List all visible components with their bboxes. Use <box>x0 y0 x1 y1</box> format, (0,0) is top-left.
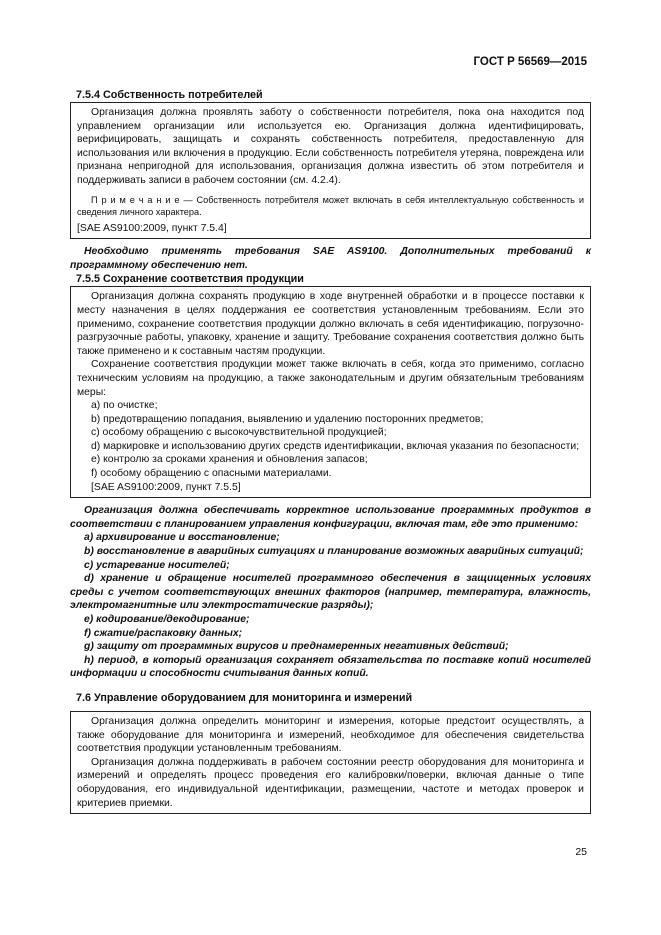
software-item: d) хранение и обращение носителей программного обеспечения в защищенных условиях среды с учетом соответствующих внешних факторов (например, температура, влажность, электромагнитные или электростатические разряды); <box>70 573 591 612</box>
note: П р и м е ч а н и е — Собственность потребителя может включать в себя интеллектуальную собственность и сведения личного характера. <box>77 194 584 217</box>
document-id: ГОСТ Р 56569—2015 <box>473 56 587 68</box>
reference: [SAE AS9100:2009, пункт 7.5.4] <box>77 222 227 234</box>
software-item: h) период, в который организация сохраняет обязательства по поставке копий носителей информации и способности считывания данных копий. <box>70 654 591 680</box>
list-item: b) предотвращению попадания, выявлению и удалению посторонних предметов; <box>91 413 484 425</box>
software-item: g) защиту от программных вирусов и преднамеренных негативных действий; <box>84 641 509 653</box>
requirement-box-7-5-5 <box>70 286 591 498</box>
software-requirements-lead: Организация должна обеспечивать корректное использование программных продуктов в соответствии с планированием управления конфигурации, включая там, где это применимо: <box>70 505 591 530</box>
software-item: b) восстановление в аварийных ситуациях и планирование возможных аварийных ситуаций; <box>84 546 584 558</box>
paragraph: Организация должна проявлять заботу о собственности потребителя, пока она находится под управлением организации или используется ею. Организация должна идентифицировать, верифицировать, защищать и сохранять собственность потребителя, предоставленную для использования или включения в продукцию. Если собственность потребителя утеряна, повреждена или признана непригодной для использования, организация должна известить об этом потребителя и поддерживать записи в рабочем состоянии (см. 4.2.4). <box>77 107 584 186</box>
paragraph: Организация должна определить мониторинг и измерения, которые предстоит осуществлять, а также оборудование для мониторинга и измерений, необходимое для обеспечения свидетельства соответствия продукции установленным требованиям. <box>77 715 584 755</box>
list-item: d) маркировке и использованию других средств идентификации, включая указания по безопасности; <box>91 440 580 452</box>
list-item: c) особому обращению с высокочувствительной продукцией; <box>91 427 387 439</box>
reference: [SAE AS9100:2009, пункт 7.5.5] <box>91 481 241 493</box>
software-item: f) сжатие/распаковку данных; <box>84 627 243 639</box>
software-item: с) устаревание носителей; <box>84 559 230 571</box>
software-item: е) кодирование/декодирование; <box>84 614 250 625</box>
list-item: a) по очистке; <box>91 400 158 412</box>
list-item: e) контролю за сроками хранения и обновления запасов; <box>91 454 368 466</box>
software-item: а) архивирование и восстановление; <box>84 532 280 544</box>
section-heading-7-5-5: 7.5.5 Сохранение соответствия продукции <box>76 273 304 286</box>
paragraph: Организация должна поддерживать в рабочем состоянии реестр оборудования для мониторинга и измерений и определять процесс проведения его калибровки/поверки, включая данные о типе оборудования, его индивидуальной идентификации, размещении, частоте и методах проверок и критериев приемки. <box>77 756 584 809</box>
list-item: f) особому обращению с опасными материалами. <box>91 468 332 480</box>
requirement-box-7-5-4 <box>70 102 591 239</box>
requirement-box-7-6 <box>70 711 591 814</box>
paragraph: Сохранение соответствия продукции может также включать в себя, когда это применимо, согласно техническим условиям на продукцию, а также законодательным и другим обязательным требованиям меры: <box>77 359 584 398</box>
section-heading-7-5-4: 7.5.4 Собственность потребителей <box>76 89 263 101</box>
additional-requirement: Необходимо применять требования SAE AS9100. Дополнительных требований к программному обеспечению нет. <box>70 246 591 271</box>
page-number: 25 <box>575 846 587 858</box>
paragraph: Организация должна сохранять продукцию в ходе внутренней обработки и в процессе поставки к месту назначения в целях поддержания ее соответствия установленным требованиям. Если это применимо, сохранение соответствия продукции должно включать в себя идентификацию, погрузочно-разгрузочные работы, упаковку, хранение и защиту. Требование сохранения соответствия должно быть также применено и к составным частям продукции. <box>77 291 584 357</box>
section-heading-7-6: 7.6 Управление оборудованием для мониторинга и измерений <box>76 691 413 704</box>
